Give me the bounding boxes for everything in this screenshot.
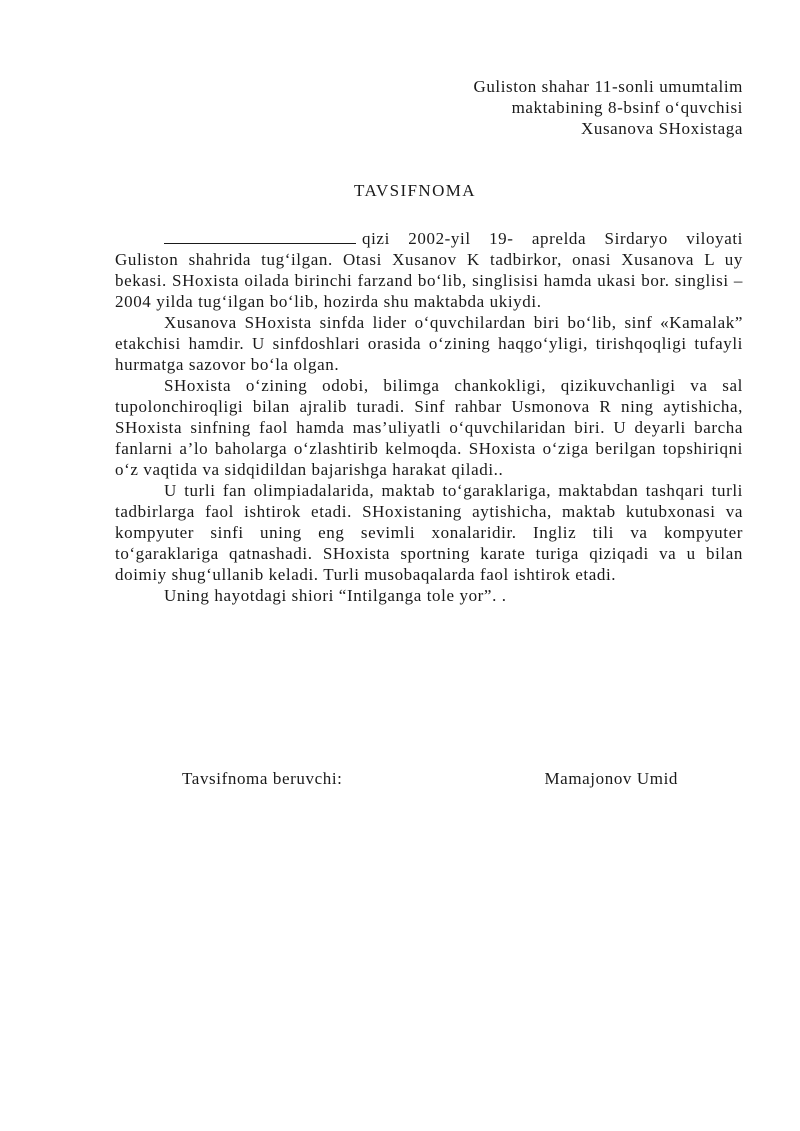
document-title: TAVSIFNOMA (354, 181, 476, 200)
signature-label: Tavsifnoma beruvchi: (182, 769, 343, 788)
name-blank-line (164, 229, 356, 244)
paragraph-birth-family (115, 228, 743, 312)
paragraph-1-text: qizi 2002-yil 19- aprelda Sirdaryo viloyati Guliston shahrida tug‘ilgan. Otasi Xusanov K tadbirkor, onasi Xusanova L uy bekasi. SHoxista oilada birinchi farzand bo‘lib, singlisisi hamda ukasi bor. singlisi –2004 yilda tug‘ilgan bo‘lib, hozirda shu maktabda ukiydi. (115, 229, 743, 311)
signature-block (182, 769, 678, 789)
document-body (115, 228, 743, 606)
signature-name: Mamajonov Umid (544, 769, 678, 788)
addressee-line-name: Xusanova SHoxistaga (580, 119, 743, 138)
paragraph-activities: U turli fan olimpiadalarida, maktab to‘garaklariga, maktabdan tashqari turli tadbirlarga faol ishtirok etadi. SHoxistaning aytishicha, maktab kutubxonasi va kompyuter sinfi uning eng sevimli xonalaridir. Ingliz tili va kompyuter to‘garaklariga qatnashadi. SHoxista sportning karate turiga qiziqadi va u bilan doimiy shug‘ullanib keladi. Turli musobaqalarda faol ishtirok etadi. (115, 481, 743, 584)
paragraph-class-leader: Xusanova SHoxista sinfda lider o‘quvchilardan biri bo‘lib, sinf «Kamalak” etakchisi hamdir. U sinfdoshlari orasida o‘zining haqgo‘yligi, tirishqoqligi tufayli hurmatga sazovor bo‘la olgan. (115, 313, 743, 374)
addressee-line-school: Guliston shahar 11-sonli umumtalim (473, 77, 743, 96)
paragraph-motto: Uning hayotdagi shiori “Intilganga tole yor”. . (164, 586, 507, 605)
paragraph-character: SHoxista o‘zining odobi, bilimga chankokligi, qizikuvchanligi va sal tupolonchiroqligi bilan ajralib turadi. Sinf rahbar Usmonova R ning aytishicha, SHoxista sinfning faol hamda mas’uliyatli o‘quvchilaridan biri. U deyarli barcha fanlarni a’lo baholarga o‘zlashtirib kelmoqda. SHoxista o‘ziga berilgan topshiriqni o‘z vaqtida va sidqidildan bajarishga harakat qiladi.. (115, 376, 743, 479)
addressee-block (473, 76, 743, 139)
addressee-line-class: maktabining 8-bsinf o‘quvchisi (511, 98, 743, 117)
